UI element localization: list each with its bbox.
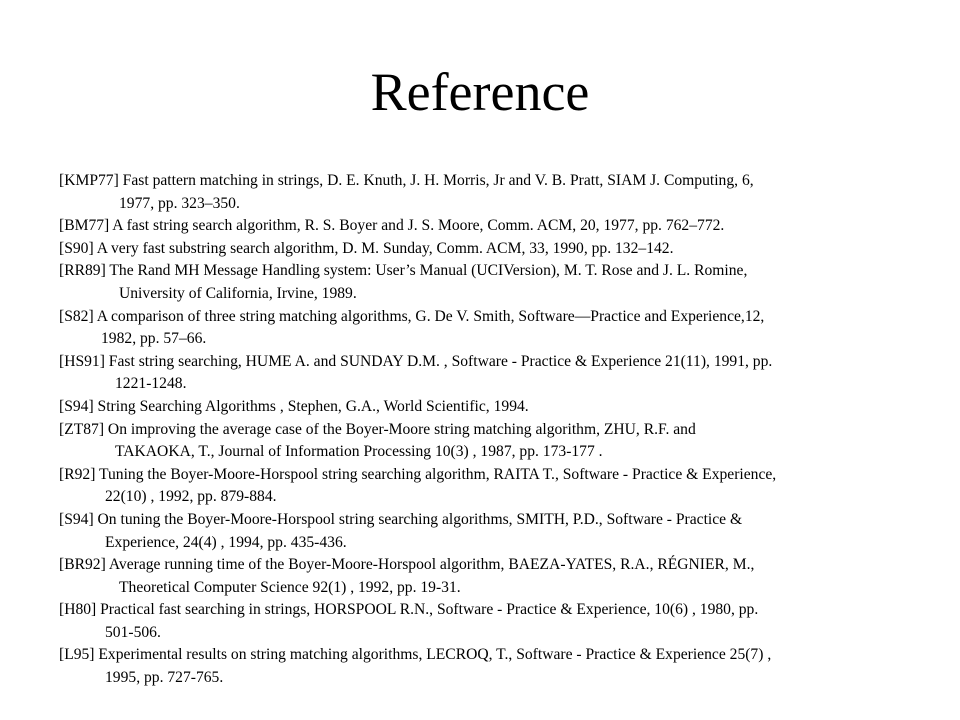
reference-continuation: 1995, pp. 727-765. xyxy=(105,669,224,687)
reference-item xyxy=(59,170,944,215)
reference-continuation: 22(10) , 1992, pp. 879-884. xyxy=(105,488,277,506)
reference-item xyxy=(59,464,944,509)
reference-line: [S94] String Searching Algorithms , Stephen, G.A., World Scientific, 1994. xyxy=(59,397,529,415)
reference-item xyxy=(59,260,944,305)
reference-item xyxy=(59,644,944,689)
reference-list xyxy=(59,170,944,690)
reference-line: [BR92] Average running time of the Boyer-Moore-Horspool algorithm, BAEZA-YATES, R.A., RÉGNIER, M., xyxy=(59,556,755,574)
reference-line: [R92] Tuning the Boyer-Moore-Horspool string searching algorithm, RAITA T., Software - Practice & Experience, xyxy=(59,465,777,483)
reference-line: [S82] A comparison of three string matching algorithms, G. De V. Smith, Software—Practice and Experience,12, xyxy=(59,307,765,325)
reference-continuation: TAKAOKA, T., Journal of Information Processing 10(3) , 1987, pp. 173-177 . xyxy=(115,443,603,461)
reference-continuation: 1982, pp. 57–66. xyxy=(101,330,207,348)
reference-continuation: University of California, Irvine, 1989. xyxy=(119,284,357,302)
reference-continuation: 1221-1248. xyxy=(115,375,187,393)
reference-continuation: Experience, 24(4) , 1994, pp. 435-436. xyxy=(105,533,347,551)
reference-line: [L95] Experimental results on string matching algorithms, LECROQ, T., Software - Practice & Experience 25(7) , xyxy=(59,646,772,664)
reference-line: [ZT87] On improving the average case of the Boyer-Moore string matching algorithm, ZHU, R.F. and xyxy=(59,420,696,438)
reference-line: [KMP77] Fast pattern matching in strings, D. E. Knuth, J. H. Morris, Jr and V. B. Pratt, SIAM J. Computing, 6, xyxy=(59,172,754,189)
reference-line: [RR89] The Rand MH Message Handling system: User’s Manual (UCIVersion), M. T. Rose and J. L. Romine, xyxy=(59,262,748,280)
reference-line: [BM77] A fast string search algorithm, R. S. Boyer and J. S. Moore, Comm. ACM, 20, 1977, pp. 762–772. xyxy=(59,217,725,235)
reference-line: [S90] A very fast substring search algorithm, D. M. Sunday, Comm. ACM, 33, 1990, pp. 132–142. xyxy=(59,239,674,257)
reference-item xyxy=(59,554,944,599)
reference-continuation: 1977, pp. 323–350. xyxy=(119,194,240,212)
reference-item xyxy=(59,599,944,644)
reference-item xyxy=(59,419,944,464)
reference-item xyxy=(59,351,944,396)
reference-line: [HS91] Fast string searching, HUME A. and SUNDAY D.M. , Software - Practice & Experience 21(11), 1991, pp. xyxy=(59,352,773,370)
reference-item xyxy=(59,509,944,554)
reference-item xyxy=(59,238,944,261)
reference-item xyxy=(59,306,944,351)
reference-line: [H80] Practical fast searching in strings, HORSPOOL R.N., Software - Practice & Experience, 10(6) , 1980, pp. xyxy=(59,601,759,619)
reference-item xyxy=(59,215,944,238)
slide-title: Reference xyxy=(370,62,590,122)
reference-line: [S94] On tuning the Boyer-Moore-Horspool string searching algorithms, SMITH, P.D., Software - Practice & xyxy=(59,510,743,528)
reference-continuation: 501-506. xyxy=(105,623,161,641)
reference-continuation: Theoretical Computer Science 92(1) , 1992, pp. 19-31. xyxy=(119,578,461,596)
reference-item xyxy=(59,396,944,419)
